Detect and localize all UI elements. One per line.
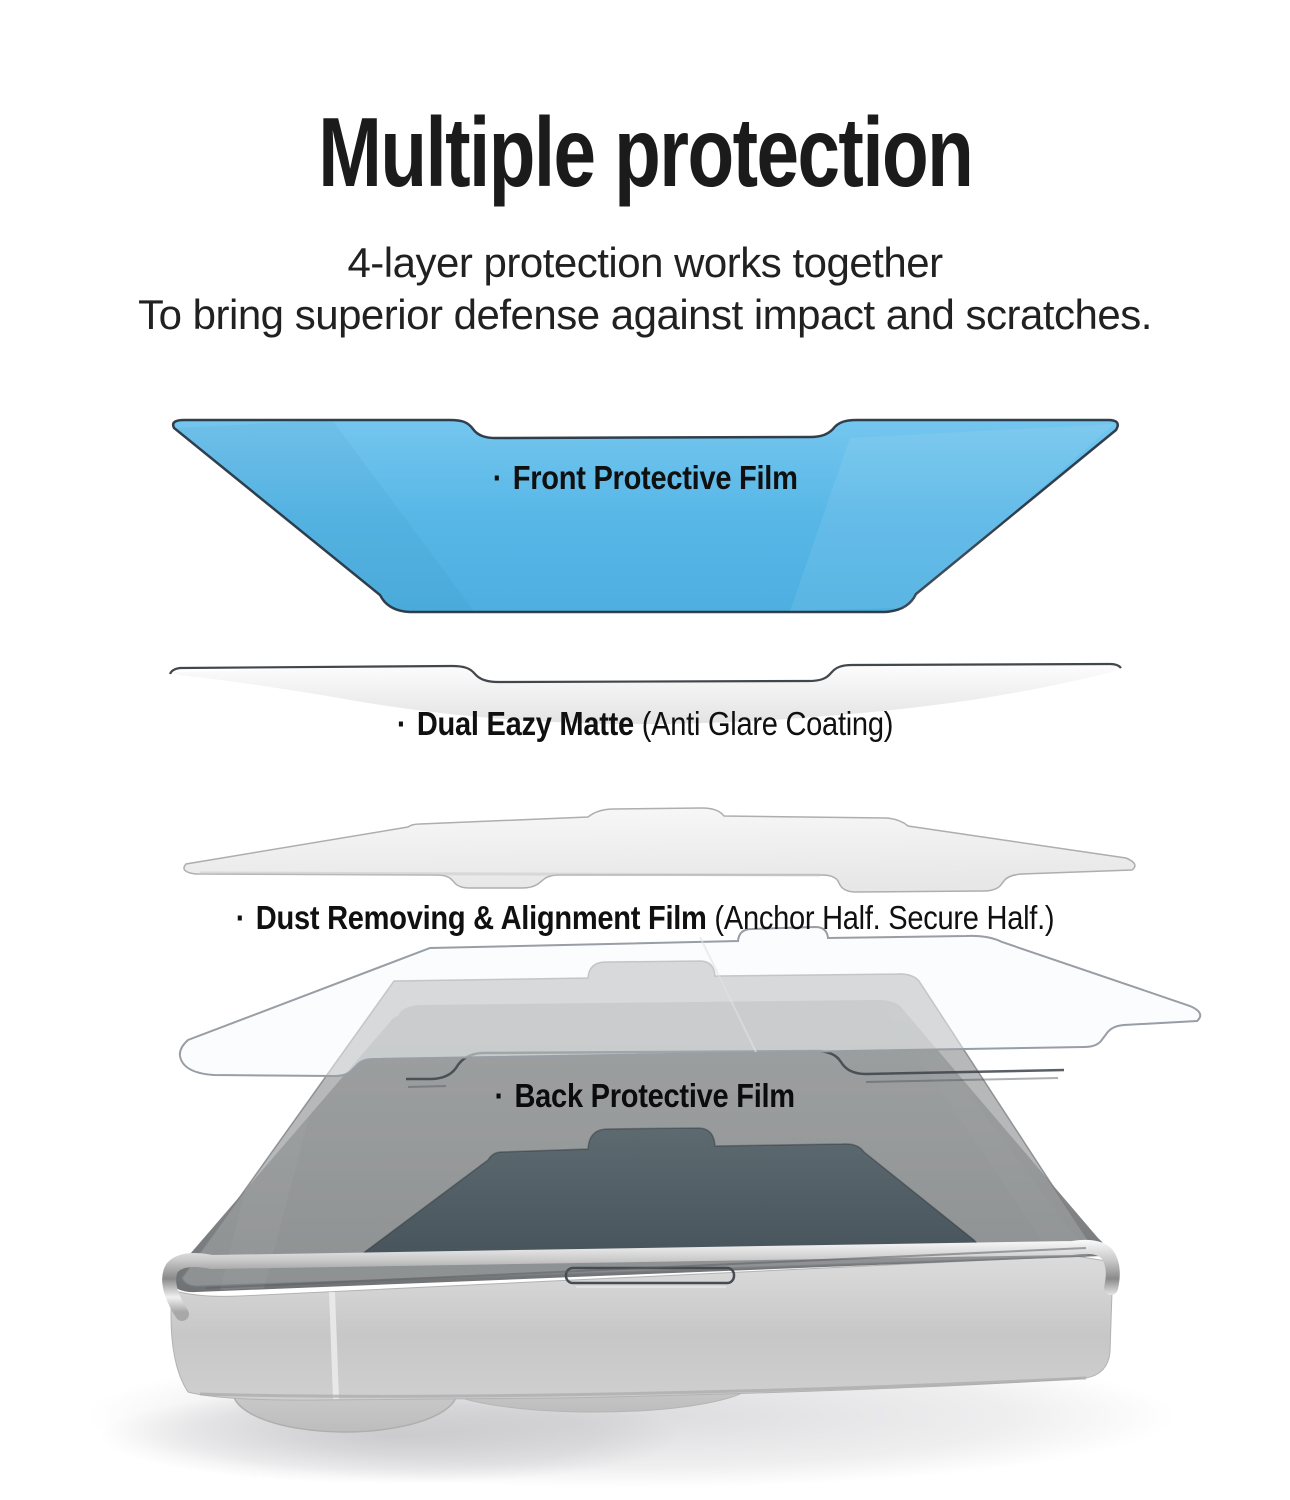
antenna-seam-icon [332, 1292, 336, 1399]
front-film-label [0, 458, 1290, 498]
matte-film-label [0, 704, 1290, 744]
subtitle-line-1: 4-layer protection works together [347, 239, 943, 286]
alignment-film-shape [184, 808, 1135, 892]
bullet-dot-icon: · [235, 899, 246, 936]
bullet-dot-icon: · [494, 1077, 505, 1114]
front-film-label-text: Front Protective Film [512, 459, 798, 496]
alignment-film-label [0, 898, 1290, 938]
page-title: Multiple protection [317, 97, 973, 207]
back-film-label-text: Back Protective Film [514, 1077, 796, 1114]
alignment-film-label-note: (Anchor Half. Secure Half.) [714, 899, 1055, 936]
back-film-label [0, 1076, 1290, 1116]
alignment-film-bottom-shade [200, 873, 820, 875]
subtitle-line-2: To bring superior defense against impact and scratches. [138, 291, 1152, 338]
bullet-dot-icon: · [492, 459, 502, 496]
matte-film-label-text: Dual Eazy Matte [416, 705, 634, 742]
page-title-row [0, 97, 1290, 207]
subtitle [0, 237, 1290, 341]
glass-sheet-shape [180, 927, 1200, 1076]
bullet-dot-icon: · [396, 705, 407, 742]
matte-film-label-note: (Anti Glare Coating) [641, 705, 894, 742]
alignment-film-label-text: Dust Removing & Alignment Film [255, 899, 707, 936]
